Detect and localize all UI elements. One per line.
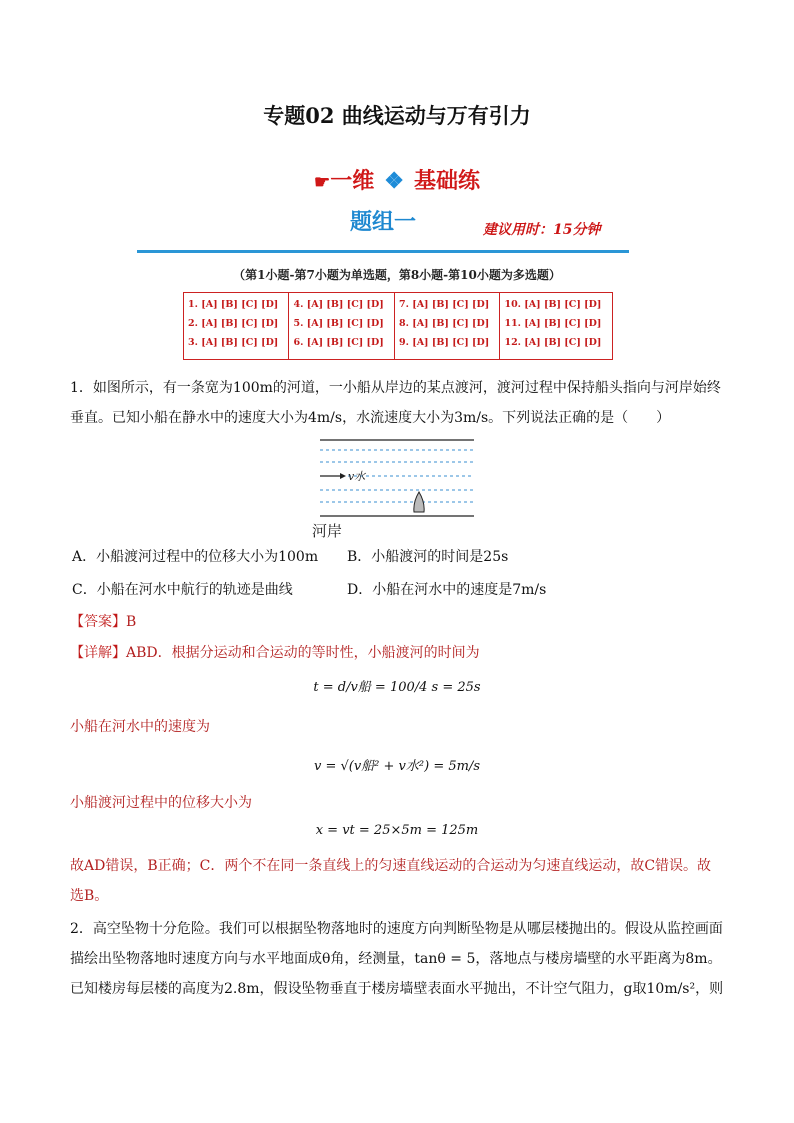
group-title: 题组一: [350, 209, 417, 235]
answer-grid: [183, 292, 613, 360]
page-title: 专题02 曲线运动与万有引力: [263, 103, 531, 128]
river-figure: [312, 436, 482, 540]
section-banner: [0, 164, 794, 195]
velocity-label: v水: [348, 470, 366, 483]
boat-icon: [414, 492, 424, 512]
answer-grid-cell[interactable]: 7. [A] [B] [C] [D] 8. [A] [B] [C] [D] 9. [A] [B] [C] [D]: [394, 293, 499, 360]
question-type-note: （第1小题-第7小题为单选题，第8小题-第10小题为多选题）: [233, 268, 561, 282]
section-right-label: 基础练: [413, 168, 480, 194]
detail-velocity-text: 小船在河水中的速度为: [70, 719, 210, 735]
conclusion: 故AD错误，B正确；C．两个不在同一条直线上的匀速直线运动的合运动为匀速直线运动，故C错误。故 选B。: [70, 858, 712, 904]
time-hint: 建议用时：15分钟: [483, 222, 601, 238]
answer-grid-cell[interactable]: 4. [A] [B] [C] [D] 5. [A] [B] [C] [D] 6. [A] [B] [C] [D]: [289, 293, 394, 360]
option-c: C．小船在河水中航行的轨迹是曲线: [72, 582, 293, 598]
option-a: A．小船渡河过程中的位移大小为100m: [72, 549, 319, 565]
q2-stem: 2．高空坠物十分危险。我们可以根据坠物落地时的速度方向判断坠物是从哪层楼抛出的。假设从监控画面 描绘出坠物落地时速度方向与水平地面成θ角，经测量，tanθ = 5，落地点与楼房墙壁的水平距离为8m。 已知楼房每层楼的高度为2.8m，假设坠物垂直于楼房墙壁表面水平抛出，不计空气阻力，g取10m/s²，则: [70, 921, 724, 997]
answer-grid-cell[interactable]: 10. [A] [B] [C] [D] 11. [A] [B] [C] [D] 12. [A] [B] [C] [D]: [500, 293, 613, 360]
formula-velocity: v = √(v船² + v水²) = 5m/s: [313, 759, 480, 774]
formula-time: t = d/v船 = 100/4 s = 25s: [313, 680, 481, 695]
section-left-label: 一维: [330, 168, 375, 194]
detail-displacement-text: 小船渡河过程中的位移大小为: [70, 795, 252, 811]
option-d: D．小船在河水中的速度是7m/s: [347, 582, 547, 598]
detail-line: 【详解】ABD．根据分运动和合运动的等时性，小船渡河的时间为: [70, 645, 480, 661]
answer-line: 【答案】B: [70, 614, 137, 630]
four-diamond-icon: ❖: [384, 168, 404, 194]
q1-stem: 1．如图所示，有一条宽为100m的河道，一小船从岸边的某点渡河，渡河过程中保持船头指向与河岸始终 垂直。已知小船在静水中的速度大小为4m/s，水流速度大小为3m/s。下列说法正确的是（ ）: [70, 380, 721, 426]
bank-label: 河岸: [312, 522, 343, 540]
pointing-hand-icon: ☛: [314, 172, 331, 193]
divider: [137, 250, 629, 253]
answer-grid-cell[interactable]: 1. [A] [B] [C] [D] 2. [A] [B] [C] [D] 3. [A] [B] [C] [D]: [184, 293, 289, 360]
option-b: B．小船渡河的时间是25s: [347, 549, 509, 565]
formula-displacement: x = vt = 25×5m = 125m: [315, 823, 479, 838]
